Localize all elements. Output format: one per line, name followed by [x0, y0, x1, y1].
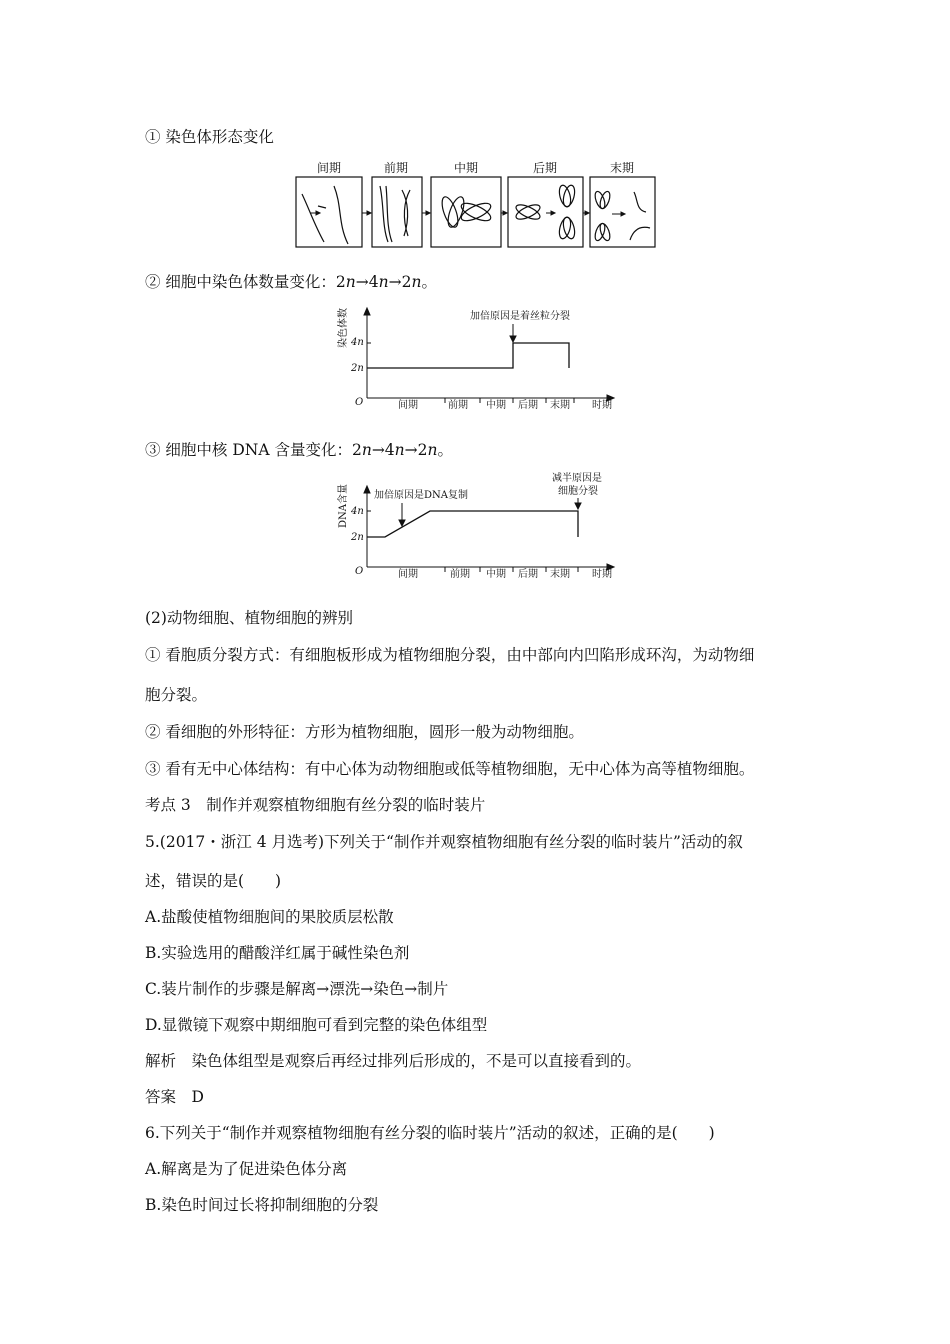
question-5-option-a: A.盐酸使植物细胞间的果胶质层松散: [145, 908, 394, 926]
stage-label-telophase: 末期: [609, 161, 635, 175]
dna-heading-arrow-2: →2: [404, 441, 428, 459]
question-5-stem: 5.(2017・浙江 4 月选考)下列关于“制作并观察植物细胞有丝分裂的临时装片”活动的叙: [145, 833, 743, 851]
chart2-xcat-prophase: 前期: [450, 569, 470, 580]
chart1-series-line: [367, 343, 569, 368]
chart2-ytick-2n: 2n: [351, 532, 364, 543]
section-dna-heading: [145, 440, 453, 460]
question-5-answer: 答案 D: [145, 1088, 204, 1106]
stage-label-metaphase: 中期: [453, 161, 479, 175]
chart2-xcat-interphase: 间期: [398, 569, 418, 580]
interphase-cell-box: [296, 177, 362, 247]
dna-heading-prefix: ③ 细胞中核 DNA 含量变化：2: [145, 441, 362, 459]
paragraph-shape: ② 看细胞的外形特征：方形为植物细胞，圆形一般为动物细胞。: [145, 723, 584, 741]
question-6-option-a: A.解离是为了促进染色体分离: [145, 1160, 348, 1178]
count-heading-prefix: ② 细胞中染色体数量变化：2: [145, 273, 346, 291]
count-heading-arrow-2: →2: [388, 273, 412, 291]
chart2-origin: O: [355, 566, 364, 577]
stage-label-prophase: 前期: [383, 161, 409, 175]
dna-heading-n: n: [394, 441, 405, 459]
subsection-heading: (2)动物细胞、植物细胞的辨别: [145, 609, 353, 627]
chart1-ytick-2n: 2n: [351, 363, 364, 374]
chromosome-count-chart: [330, 302, 620, 414]
chart1-y-arrow: [364, 308, 370, 315]
section-morphology-heading: ① 染色体形态变化: [145, 128, 274, 146]
chart1-xcat-interphase: 间期: [398, 400, 418, 411]
dna-content-chart: [330, 470, 620, 582]
chart2-y-arrow: [364, 486, 370, 493]
chart1-xlabel: 时期: [592, 400, 612, 411]
chart1-xcat-metaphase: 中期: [486, 400, 506, 411]
chart1-annotation-arrowhead: [510, 336, 516, 342]
dna-heading-end: 。: [437, 441, 454, 459]
chart1-xcat-prophase: 前期: [448, 400, 468, 411]
chart1-annotation: 加倍原因是着丝粒分裂: [470, 311, 570, 322]
question-5-stem-cont: 述，错误的是( ): [145, 872, 282, 890]
chart2-xcat-metaphase: 中期: [486, 569, 506, 580]
question-5-analysis: 解析 染色体组型是观察后再经过排列后形成的，不是可以直接看到的。: [145, 1052, 642, 1070]
count-heading-n: n: [378, 273, 389, 291]
chart1-xcat-telophase: 末期: [550, 400, 570, 411]
dna-heading-n: n: [361, 441, 372, 459]
question-5-option-c: C.装片制作的步骤是解离→漂洗→染色→制片: [145, 980, 449, 998]
prophase-cell-box: [372, 177, 422, 247]
chart2-annotation-doubling-arrowhead: [399, 520, 405, 526]
question-6-option-b: B.染色时间过长将抑制细胞的分裂: [145, 1196, 379, 1214]
chart2-annotation-halving-arrowhead: [575, 503, 581, 509]
chart2-xcat-telophase: 末期: [550, 569, 570, 580]
chart1-ytick-4n: 4n: [351, 337, 364, 348]
chart1-ylabel: 染色体数: [338, 308, 349, 348]
chart2-annotation-halving-1: 减半原因是: [552, 473, 602, 484]
paragraph-centrosome: ③ 看有无中心体结构：有中心体为动物细胞或低等植物细胞，无中心体为高等植物细胞。: [145, 760, 755, 778]
count-heading-end: 。: [421, 273, 437, 291]
chart2-ytick-4n: 4n: [351, 506, 364, 517]
dna-heading-arrow-1: →4: [371, 441, 395, 459]
chart2-xlabel: 时期: [592, 569, 612, 580]
chart2-xcat-anaphase: 后期: [518, 569, 538, 580]
chart2-ylabel: DNA含量: [338, 484, 349, 528]
chromosome-morphology-diagram: [290, 156, 662, 250]
chart1-xcat-anaphase: 后期: [518, 400, 538, 411]
metaphase-cell-box: [431, 177, 501, 247]
question-5-option-b: B.实验选用的醋酸洋红属于碱性染色剂: [145, 944, 410, 962]
question-6-stem: 6.下列关于“制作并观察植物细胞有丝分裂的临时装片”活动的叙述，正确的是( ): [145, 1124, 715, 1142]
paragraph-cytokinesis-cont: 胞分裂。: [145, 686, 208, 704]
paragraph-cytokinesis: ① 看胞质分裂方式：有细胞板形成为植物细胞分裂，由中部向内凹陷形成环沟，为动物细: [145, 646, 755, 664]
chart1-origin: O: [355, 397, 364, 408]
count-heading-arrow-1: →4: [355, 273, 379, 291]
section-count-heading: [145, 272, 437, 292]
question-5-option-d: D.显微镜下观察中期细胞可看到完整的染色体组型: [145, 1016, 488, 1034]
chart2-annotation-doubling: 加倍原因是DNA复制: [374, 490, 468, 501]
chart2-annotation-halving-2: 细胞分裂: [558, 486, 598, 497]
stage-label-anaphase: 后期: [532, 161, 558, 175]
count-heading-n: n: [411, 273, 422, 291]
dna-heading-n: n: [427, 441, 438, 459]
count-heading-n: n: [345, 273, 356, 291]
stage-label-interphase: 间期: [316, 161, 342, 175]
chart2-series-line: [367, 511, 578, 537]
topic-heading: 考点 3 制作并观察植物细胞有丝分裂的临时装片: [145, 796, 486, 814]
